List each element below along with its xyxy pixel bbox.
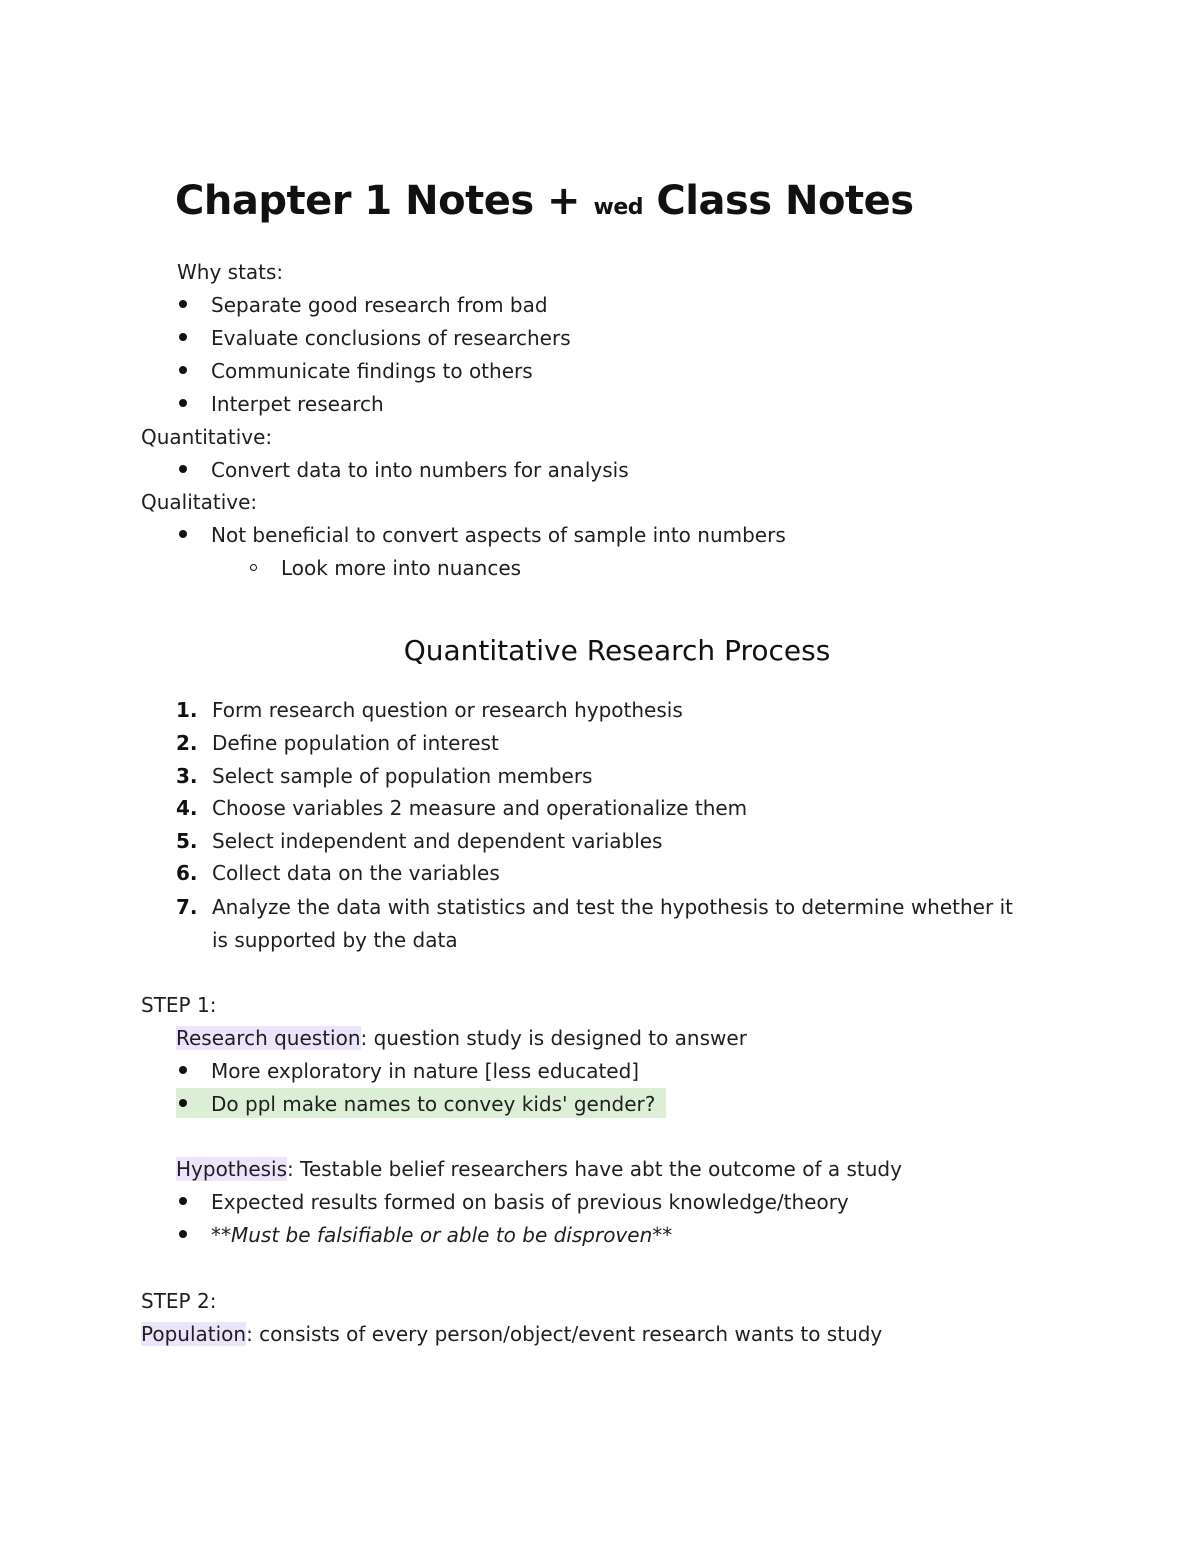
numbered-item-continuation: is supported by the data: [212, 928, 458, 952]
step-number: 1.: [176, 698, 198, 722]
population-term: Population: [141, 1322, 247, 1346]
research-question-text: : question study is designed to answer: [360, 1026, 747, 1050]
bullet-dot: [179, 530, 187, 538]
hypothesis-text: : Testable belief researchers have abt the outcome of a study: [287, 1157, 902, 1181]
step1-label: STEP 1:: [141, 993, 217, 1017]
numbered-item: Form research question or research hypothesis: [212, 698, 683, 722]
step-number: 2.: [176, 731, 198, 755]
research-question-term: Research question: [176, 1026, 361, 1050]
bullet-dot: [179, 1066, 187, 1074]
list-item: **Must be falsifiable or able to be disproven**: [211, 1223, 673, 1247]
list-item: Convert data to into numbers for analysis: [211, 458, 629, 482]
list-item: Separate good research from bad: [211, 293, 548, 317]
numbered-item: Define population of interest: [212, 731, 499, 755]
sub-list-item: Look more into nuances: [281, 556, 522, 580]
bullet-dot: [179, 366, 187, 374]
numbered-item: Analyze the data with statistics and test the hypothesis to determine whether it: [212, 895, 1013, 919]
bullet-dot: [179, 1197, 187, 1205]
numbered-item: Choose variables 2 measure and operationalize them: [212, 796, 748, 820]
list-item: More exploratory in nature [less educated]: [211, 1059, 640, 1083]
sub-bullet-circle: [250, 564, 257, 571]
title-part1: Chapter 1 Notes +: [175, 178, 594, 224]
bullet-dot: [179, 1099, 187, 1107]
qualitative-label: Qualitative:: [141, 490, 258, 514]
bullet-dot: [179, 333, 187, 341]
step-number: 7.: [176, 895, 198, 919]
list-item: Communicate findings to others: [211, 359, 533, 383]
population-definition: [141, 1320, 882, 1348]
page-title: [175, 178, 914, 224]
step2-label: STEP 2:: [141, 1289, 217, 1313]
why-stats-label: Why stats:: [177, 260, 284, 284]
list-item: Interpet research: [211, 392, 384, 416]
numbered-item: Select independent and dependent variables: [212, 829, 663, 853]
list-item: Expected results formed on basis of previous knowledge/theory: [211, 1190, 849, 1214]
step-number: 3.: [176, 764, 198, 788]
numbered-item: Select sample of population members: [212, 764, 593, 788]
title-small: wed: [593, 195, 643, 220]
list-item: Do ppl make names to convey kids' gender?: [211, 1092, 656, 1116]
bullet-dot: [179, 399, 187, 407]
research-question-definition: [176, 1024, 747, 1052]
quantitative-label: Quantitative:: [141, 425, 273, 449]
step-number: 5.: [176, 829, 198, 853]
bullet-dot: [179, 465, 187, 473]
bullet-dot: [179, 300, 187, 308]
numbered-item: Collect data on the variables: [212, 861, 500, 885]
population-text: : consists of every person/object/event research wants to study: [246, 1322, 883, 1346]
list-item: Not beneficial to convert aspects of sample into numbers: [211, 523, 786, 547]
bullet-dot: [179, 1230, 187, 1238]
section-heading: Quantitative Research Process: [403, 634, 831, 667]
title-part2: Class Notes: [643, 178, 914, 224]
step-number: 4.: [176, 796, 198, 820]
step-number: 6.: [176, 861, 198, 885]
list-item: Evaluate conclusions of researchers: [211, 326, 571, 350]
hypothesis-term: Hypothesis: [176, 1157, 288, 1181]
hypothesis-definition: [176, 1155, 902, 1183]
